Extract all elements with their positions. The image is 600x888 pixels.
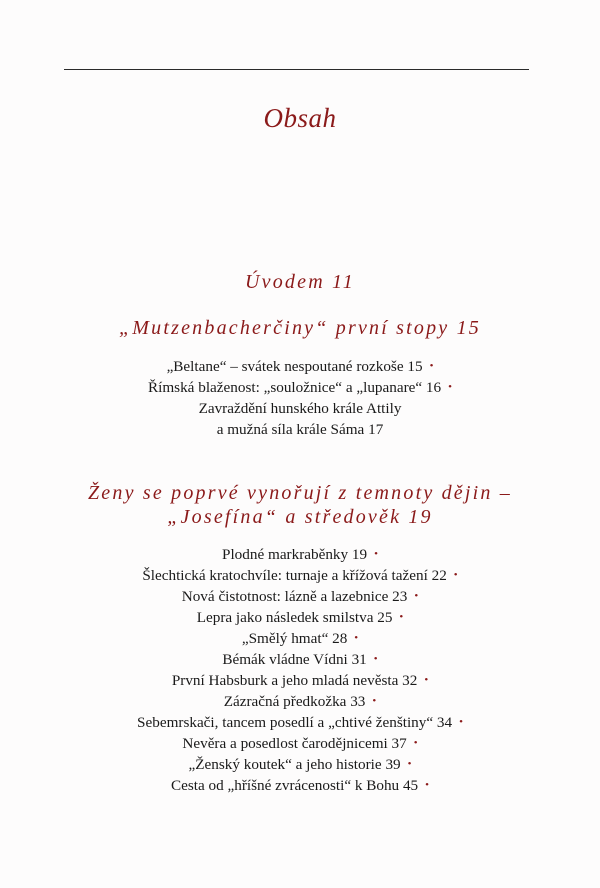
bullet-icon: • xyxy=(424,674,429,686)
bullet-icon: • xyxy=(448,381,452,393)
bullet-icon: • xyxy=(374,548,378,560)
toc-entry-label: Plodné markraběnky 19 xyxy=(222,546,368,563)
bullet-icon: • xyxy=(354,632,359,644)
toc-entry xyxy=(0,629,600,650)
toc-entry xyxy=(0,566,600,587)
toc-entry-label: První Habsburk a jeho mladá nevěsta 32 xyxy=(171,672,418,689)
toc-entry xyxy=(0,755,600,776)
toc-entry-label: „Smělý hmat“ 28 xyxy=(241,630,348,647)
chapter-heading-mutzenbacherciny: „Mutzenbacherčiny“ první stopy 15 xyxy=(118,317,481,339)
bullet-icon: • xyxy=(459,716,463,728)
toc-entry xyxy=(0,713,600,734)
toc-entry xyxy=(0,650,600,671)
top-rule xyxy=(64,69,529,70)
toc-entry xyxy=(0,692,600,713)
toc-entry xyxy=(0,776,600,797)
toc-entry xyxy=(0,378,600,399)
toc-entry xyxy=(0,420,600,439)
toc-entry xyxy=(0,357,600,378)
bullet-icon: • xyxy=(425,779,429,791)
toc-entry-label: Zázračná předkožka 33 xyxy=(223,693,366,710)
page-title: Obsah xyxy=(263,103,337,133)
toc-entry xyxy=(0,734,600,755)
bullet-icon: • xyxy=(399,611,404,623)
bullet-icon: • xyxy=(453,569,458,581)
bullet-icon: • xyxy=(372,695,377,707)
chapter-heading-uvodem: Úvodem 11 xyxy=(245,271,355,293)
chapter-heading-zeny-line2: „Josefína“ a středověk 19 xyxy=(167,506,433,528)
toc-entry-label: Bémák vládne Vídni 31 xyxy=(222,651,367,668)
bullet-icon: • xyxy=(413,737,418,749)
toc-entry xyxy=(0,671,600,692)
bullet-icon: • xyxy=(373,653,378,665)
toc-entry-label: a mužná síla krále Sáma 17 xyxy=(216,421,384,438)
toc-entry-label: Římská blaženost: „souložnice“ a „lupanare“ 16 xyxy=(148,379,442,396)
toc-entry-label: Sebemrskači, tancem posedlí a „chtivé ženštiny“ 34 xyxy=(137,714,453,731)
toc-entry-label: Šlechtická kratochvíle: turnaje a křížová tažení 22 xyxy=(142,567,447,584)
toc-entry-label: Nevěra a posedlost čarodějnicemi 37 xyxy=(182,735,407,752)
bullet-icon: • xyxy=(429,360,434,372)
toc-entry-label: Nová čistotnost: lázně a lazebnice 23 xyxy=(181,588,408,605)
bullet-icon: • xyxy=(407,758,412,770)
toc-entry xyxy=(0,545,600,566)
toc-entry xyxy=(0,587,600,608)
toc-entry-label: „Beltane“ – svátek nespoutané rozkoše 15 xyxy=(166,358,423,375)
toc-entry-label: Lepra jako následek smilstva 25 xyxy=(196,609,393,626)
toc-entry xyxy=(0,399,600,418)
toc-entry-label: Zavraždění hunského krále Attily xyxy=(198,400,402,417)
toc-entry-label: „Ženský koutek“ a jeho historie 39 xyxy=(188,756,401,773)
toc-entry xyxy=(0,608,600,629)
bullet-icon: • xyxy=(414,590,419,602)
chapter-heading-zeny-line1: Ženy se poprvé vynořují z temnoty dějin – xyxy=(87,482,512,504)
toc-entry-label: Cesta od „hříšné zvrácenosti“ k Bohu 45 xyxy=(170,777,419,794)
